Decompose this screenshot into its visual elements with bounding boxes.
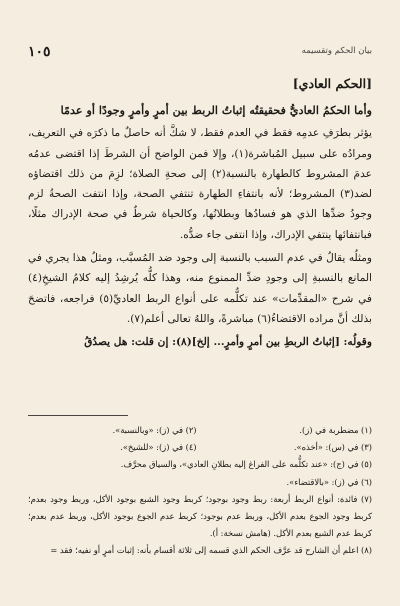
query-line: وقولُه: [إثباتُ الربطِ بين أمرٍ وأمرٍ... إلخ](٨): إن قلت: هل يصدُقُ [84,336,372,349]
footnote-1: (١) مضطربة في (ز). [299,425,372,435]
section-heading: [الحكم العادي] [292,76,372,91]
footnote-3: (٣) في (س): «أخذه». [293,442,372,453]
footnote-2: (٢) في (ز): «وبالنسبة». [112,425,197,435]
footnote-divider [28,415,128,416]
running-title: بيان الحكم وتقسيمه [301,46,372,56]
footnote-7: (٧) فائدة: أنواع الربط أربعة: ربط وجود بوجود؛ كربط وجود الشبع بوجود الأكل، وربط وجود بعدم؛ كربط وجود الجوع بعدم الأكل، وربط عدم بوجود؛ كربط عدم الجوع بوجود الأكل، وربط عدم بعدم؛ كربط عدم الشبع بعدم الأكل. (هامش نسخة: أ). [28,493,372,539]
footnote-4: (٤) في (ز): «للشيخ». [120,442,197,453]
footnote-6: (٦) في (ز): «بالاقتضاء». [286,476,372,487]
footnote-row [28,422,372,439]
main-text [28,100,372,356]
page-number: ١٠٥ [28,44,51,60]
footnotes [28,422,372,560]
body-paragraph: يؤثر بطرَفِ عدمِه فقط في العدم فقط، لا شكَّ أنه حاصلٌ ما ذكرَه في التعريف، ومرادُه على سبيل المُباشرة(١)، وإلا فمن الواضح أن الشرطَ إذا اقتضى عدمُه عدمَ المشروط كالطهارة بالنسبة(٢) إلى صحةِ الصلاة؛ لزِمَ من ذلك اقتضاؤه لضد(٣) المشروط؛ لأنه بانتفاءِ الطهارة تنتفي الصحة، وإذا انتفت الصحةُ لزم وجودُ ضدِّها الذي هو فسادُها وبطلانُها، وكالحياة شرطٌ في صحة الإدراك مثلًا، فبانتفائها ينتفي الإدراك، وإذا انتفى جاء ضدُّه. [28,127,372,241]
footnote-5: (٥) في (ج): «عند تكلُّمه على الفراغ إليه بطلانِ العادي»، والسياق محرَّف. [120,459,372,470]
footnote-8: (٨) اعلم أن الشارح قد عرَّف الحكم الذي قسمه إلى ثلاثة أقسام بأنه: إثبات أمرٍ أو نفيه؛ فقد = [50,545,372,556]
running-header [28,44,372,62]
body-paragraph: ومثلُه يقالُ في عدم السبب بالنسبة إلى وجود ضد المُسبَّب، ومثلُ هذا يجري في المانع بالنسبةِ إلى وجودِ ضدِّ الممنوع منه، وهذا كلُّه يُرشِدُ إليه كلامُ الشيخِ(٤) في شرح «المقدِّمات» عند تكلُّمه على أنواع الربط العاديِّ(٥) فراجعه، فاتضحَ بذلك أنَّ مراده الاقتضاءُ(٦) مباشرةً، واللهُ تعالى أعلم(٧). [28,252,372,325]
lead-paragraph: وأما الحكمُ العاديُّ فحقيقتُه إثباتُ الربط بين أمرٍ وأمرٍ وجودًا أو عدمًا [60,103,372,117]
footnote-row [28,439,372,456]
